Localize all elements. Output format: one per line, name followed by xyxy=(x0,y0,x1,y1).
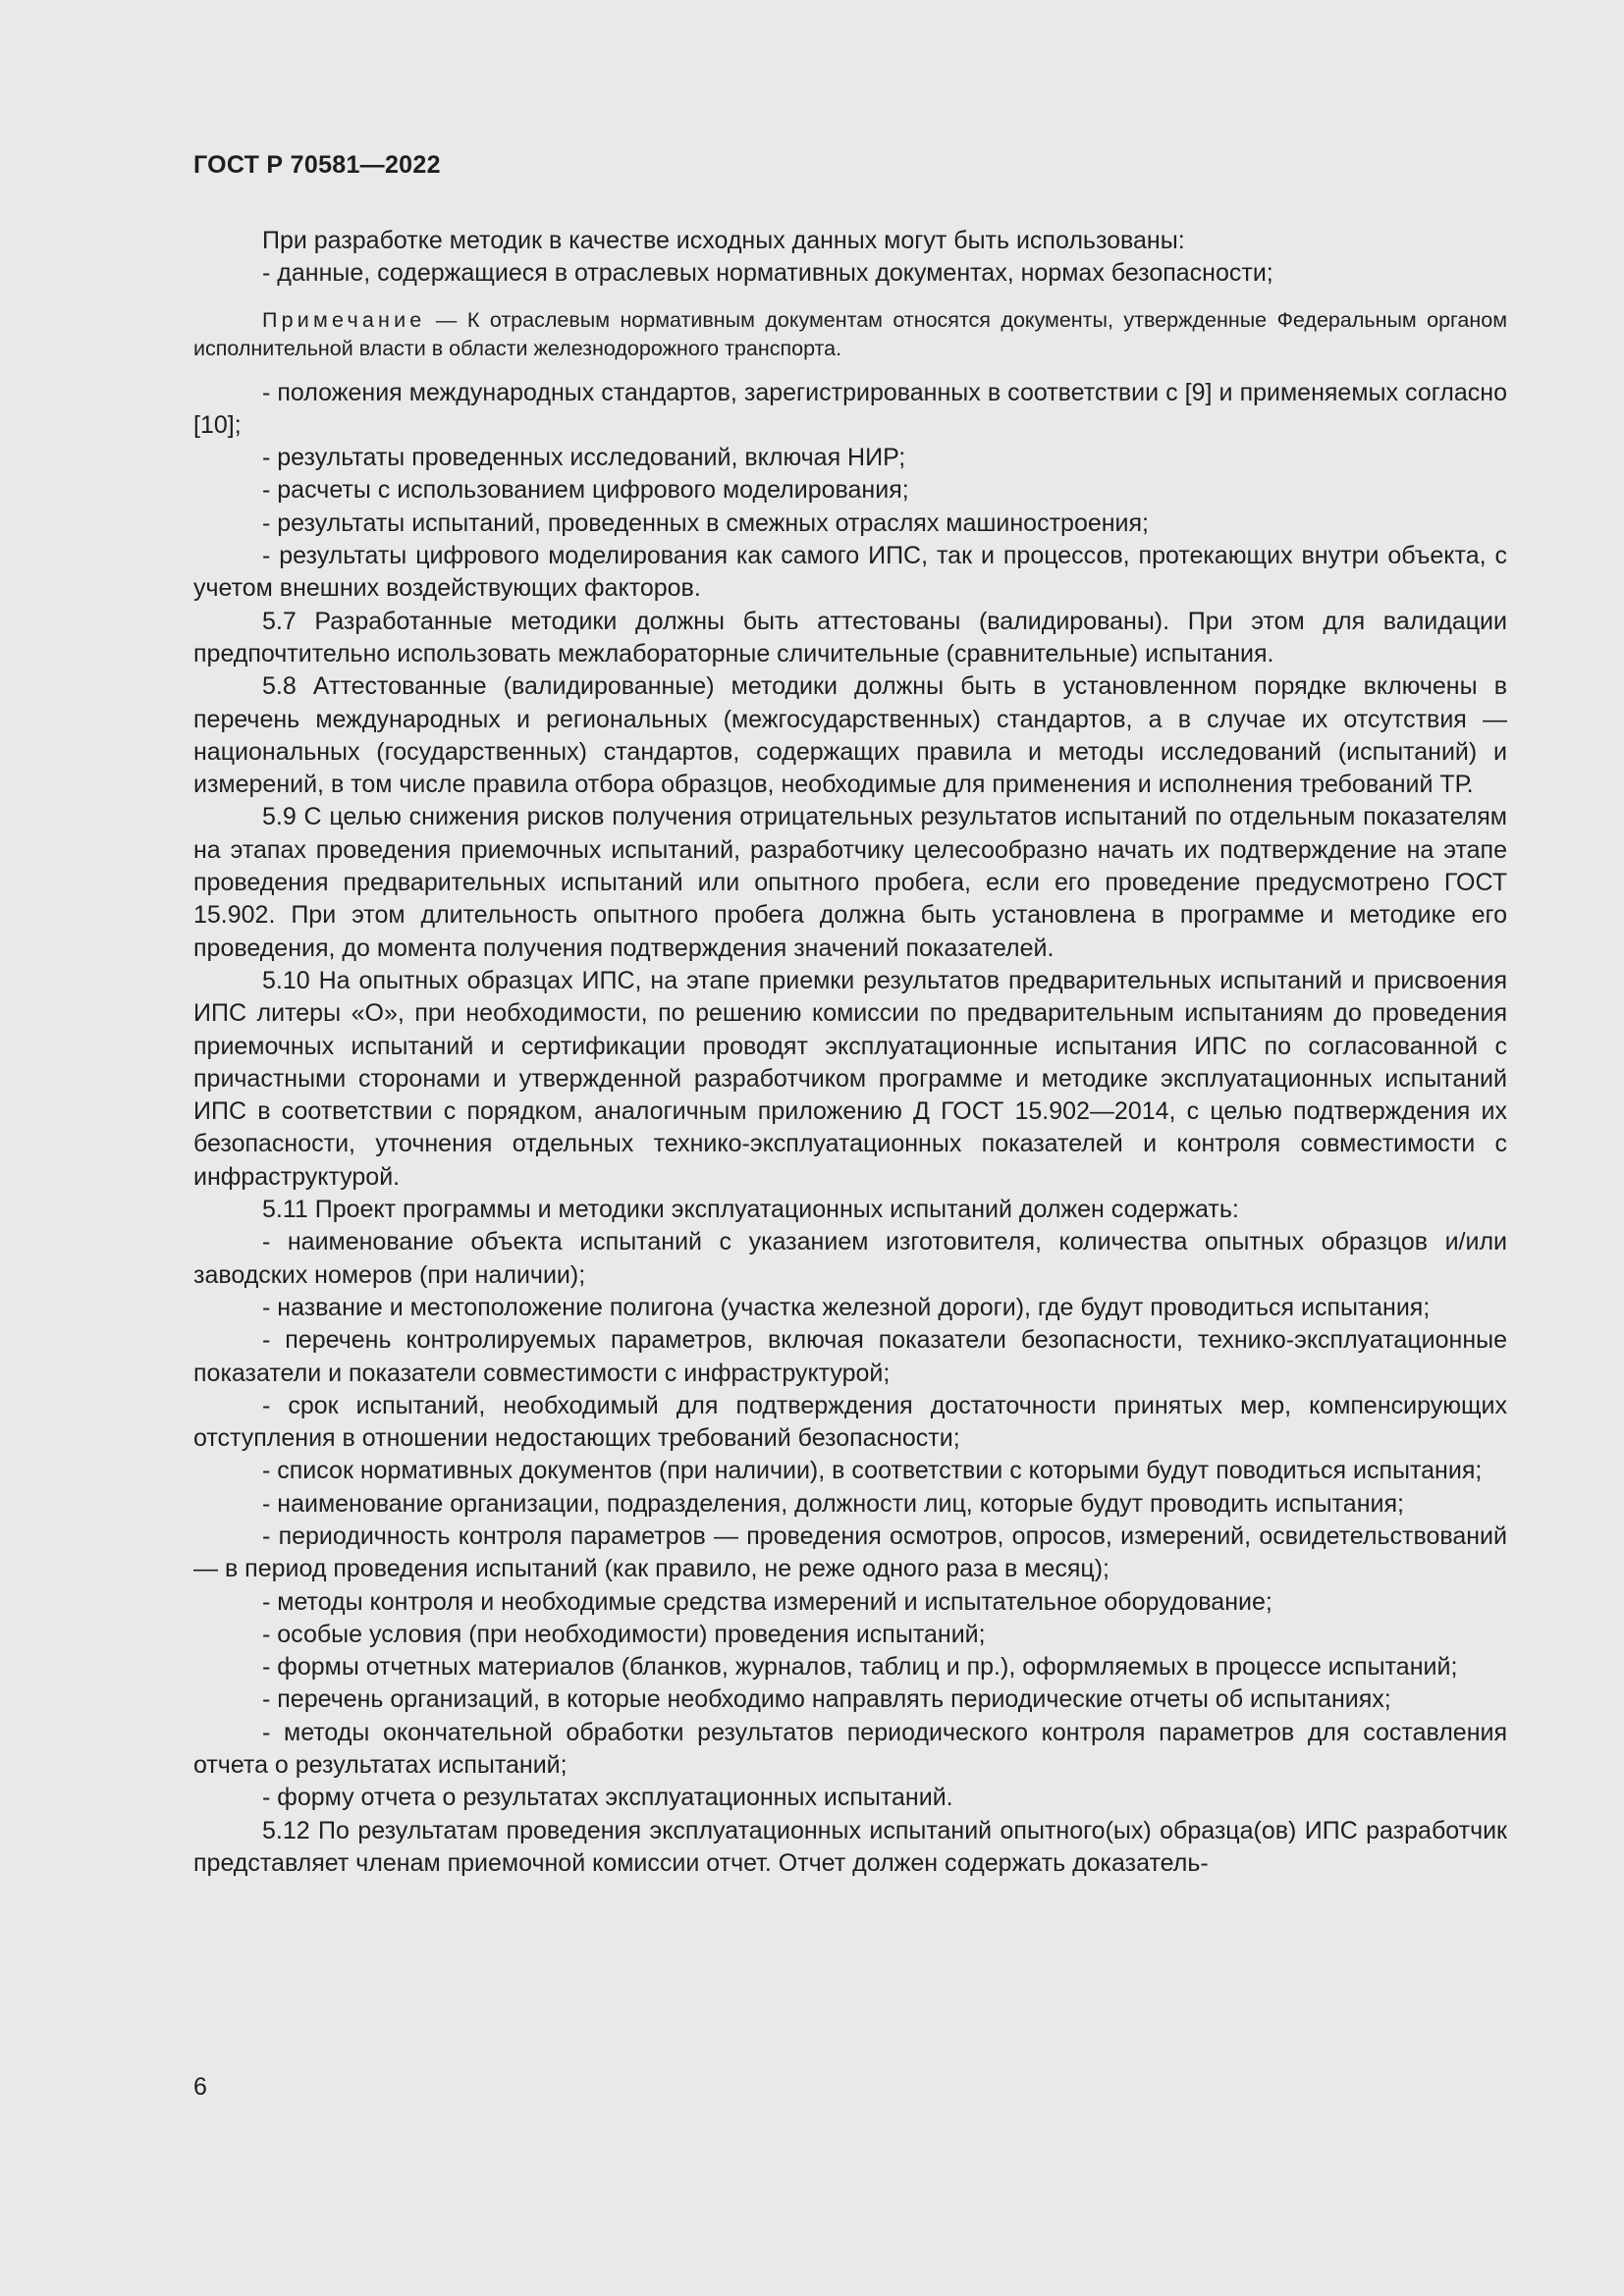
paragraph-5-12: 5.12 По результатам проведения эксплуатационных испытаний опытного(ых) образца(ов) ИПС разработчик представляет членам приемочной комиссии отчет. Отчет должен содержать доказатель- xyxy=(193,1816,1507,1877)
list-item-program-content: - перечень контролируемых параметров, включая показатели безопасности, технико-эксплуатационные показатели и показатели совместимости с инфраструктурой; xyxy=(193,1326,1507,1387)
list-item-source: - положения международных стандартов, зарегистрированных в соответствии с [9] и применяемых согласно [10]; xyxy=(193,378,1507,439)
list-item-program-content: - методы окончательной обработки результатов периодического контроля параметров для составления отчета о результатах испытаний; xyxy=(193,1718,1507,1780)
list-item-program-content: - периодичность контроля параметров — проведения осмотров, опросов, измерений, освидетельствований — в период проведения испытаний (как правило, не реже одного раза в месяц); xyxy=(193,1522,1507,1583)
list-item-program-content: - срок испытаний, необходимый для подтверждения достаточности принятых мер, компенсирующих отступления в отношении недостающих требований безопасности; xyxy=(193,1391,1507,1453)
document-header: ГОСТ Р 70581—2022 xyxy=(193,151,441,179)
note-label: Примечание xyxy=(262,307,426,332)
list-item-program-content: - формы отчетных материалов (бланков, журналов, таблиц и пр.), оформляемых в процессе испытаний; xyxy=(262,1653,1458,1682)
list-item-program-content: - список нормативных документов (при наличии), в соответствии с которыми будут поводиться испытания; xyxy=(262,1457,1483,1485)
list-item-program-content: - перечень организаций, в которые необходимо направлять периодические отчеты об испытаниях; xyxy=(262,1685,1391,1714)
note-text: — К отраслевым нормативным документам относятся документы, утвержденные Федеральным органом исполнительной власти в области железнодорожного транспорта. xyxy=(193,307,1507,360)
intro-paragraph: При разработке методик в качестве исходных данных могут быть использованы: xyxy=(262,227,1185,254)
paragraph-5-10: 5.10 На опытных образцах ИПС, на этапе приемки результатов предварительных испытаний и присвоения ИПС литеры «О», при необходимости, по решению комиссии по предварительным испытаниям до проведения приемочных испытаний и сертификации проводят эксплуатационные испытания ИПС по согласованной с причастными сторонами и утвержденной разработчиком программе и методике эксплуатационных испытаний ИПС в соответствии с порядком, аналогичным приложению Д ГОСТ 15.902—2014, с целью подтверждения их безопасности, уточнения отдельных технико-эксплуатационных показателей и контроля совместимости с инфраструктурой. xyxy=(193,966,1507,1191)
document-body xyxy=(193,225,1507,1880)
list-item-source: - результаты проведенных исследований, включая НИР; xyxy=(262,444,906,472)
list-item-program-content: - наименование организации, подразделения, должности лиц, которые будут проводить испытания; xyxy=(262,1489,1404,1518)
paragraph-5-9: 5.9 С целью снижения рисков получения отрицательных результатов испытаний по отдельным показателям на этапах проведения приемочных испытаний, разработчику целесообразно начать их подтверждение на этапе проведения предварительных испытаний или опытного пробега, если его проведение предусмотрено ГОСТ 15.902. При этом длительность опытного пробега должна быть установлена в программе и методике его проведения, до момента получения подтверждения значений показателей. xyxy=(193,803,1507,962)
note xyxy=(193,306,1507,363)
list-item-program-content: - форму отчета о результатах эксплуатационных испытаний. xyxy=(262,1784,953,1812)
list-item-branch-docs: - данные, содержащиеся в отраслевых нормативных документах, нормах безопасности; xyxy=(262,259,1273,288)
list-item-source: - расчеты с использованием цифрового моделирования; xyxy=(262,476,909,505)
list-item-program-content: - наименование объекта испытаний с указанием изготовителя, количества опытных образцов и/или заводских номеров (при наличии); xyxy=(193,1228,1507,1289)
list-item-program-content: - методы контроля и необходимые средства измерений и испытательное оборудование; xyxy=(262,1587,1272,1616)
page-number: 6 xyxy=(193,2073,207,2101)
paragraph-5-7: 5.7 Разработанные методики должны быть аттестованы (валидированы). При этом для валидации предпочтительно использовать межлабораторные сличительные (сравнительные) испытания. xyxy=(193,607,1507,667)
paragraph-5-8: 5.8 Аттестованные (валидированные) методики должны быть в установленном порядке включены в перечень международных и региональных (межгосударственных) стандартов, а в случае их отсутствия — национальных (государственных) стандартов, содержащих правила и методы исследований (испытаний) и измерений, в том числе правила отбора образцов, необходимые для применения и исполнения требований ТР. xyxy=(193,672,1507,799)
list-item-source: - результаты цифрового моделирования как самого ИПС, так и процессов, протекающих внутри объекта, с учетом внешних воздействующих факторов. xyxy=(193,542,1507,603)
list-item-source: - результаты испытаний, проведенных в смежных отраслях машиностроения; xyxy=(262,508,1150,537)
list-item-program-content: - название и местоположение полигона (участка железной дороги), где будут проводиться испытания; xyxy=(262,1293,1431,1321)
list-item-program-content: - особые условия (при необходимости) проведения испытаний; xyxy=(262,1620,986,1648)
paragraph-5-11: 5.11 Проект программы и методики эксплуатационных испытаний должен содержать: xyxy=(262,1196,1239,1224)
